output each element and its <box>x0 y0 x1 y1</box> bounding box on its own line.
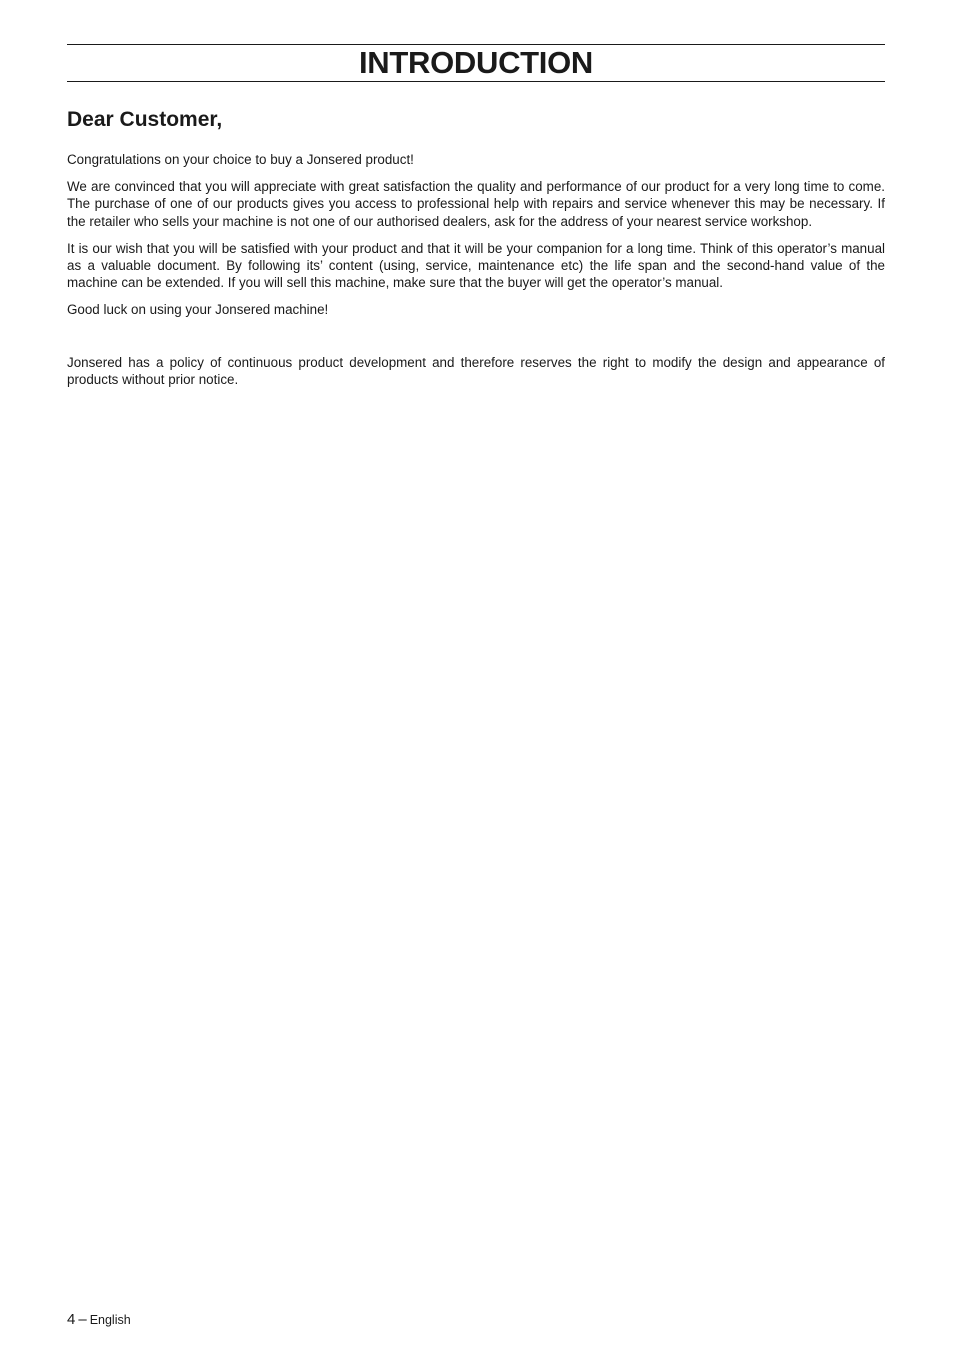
document-body <box>67 106 885 398</box>
page-footer <box>67 1311 131 1329</box>
footer-language: English <box>89 1313 131 1327</box>
paragraph-good-luck: Good luck on using your Jonsered machine! <box>67 302 329 318</box>
paragraph-companion: It is our wish that you will be satisfied with your product and that it will be your companion for a long time. Think of this operator’s manual as a valuable document. By following its’ content (using, service, maintenance etc) the life span and the second-hand value of the machine can be extended. If you will sell this machine, make sure that the buyer will get the operator’s manual. <box>67 240 885 291</box>
footer-separator: – <box>78 1311 87 1328</box>
paragraph-satisfaction: We are convinced that you will appreciate with great satisfaction the quality and performance of our product for a very long time to come. The purchase of one of our products gives you access to professional help with repairs and service whenever this may be necessary. If the retailer who sells your machine is not one of our authorised dealers, ask for the address of your nearest service workshop. <box>67 179 885 229</box>
page-title: INTRODUCTION <box>358 45 594 80</box>
salutation-heading: Dear Customer, <box>67 108 223 131</box>
paragraph-product-development-notice: Jonsered has a policy of continuous product development and therefore reserves the right to modify the design and appearance of products without prior notice. <box>67 354 885 387</box>
page-header <box>67 44 885 82</box>
page-number: 4 <box>67 1311 76 1328</box>
paragraph-congratulations: Congratulations on your choice to buy a Jonsered product! <box>67 152 414 167</box>
